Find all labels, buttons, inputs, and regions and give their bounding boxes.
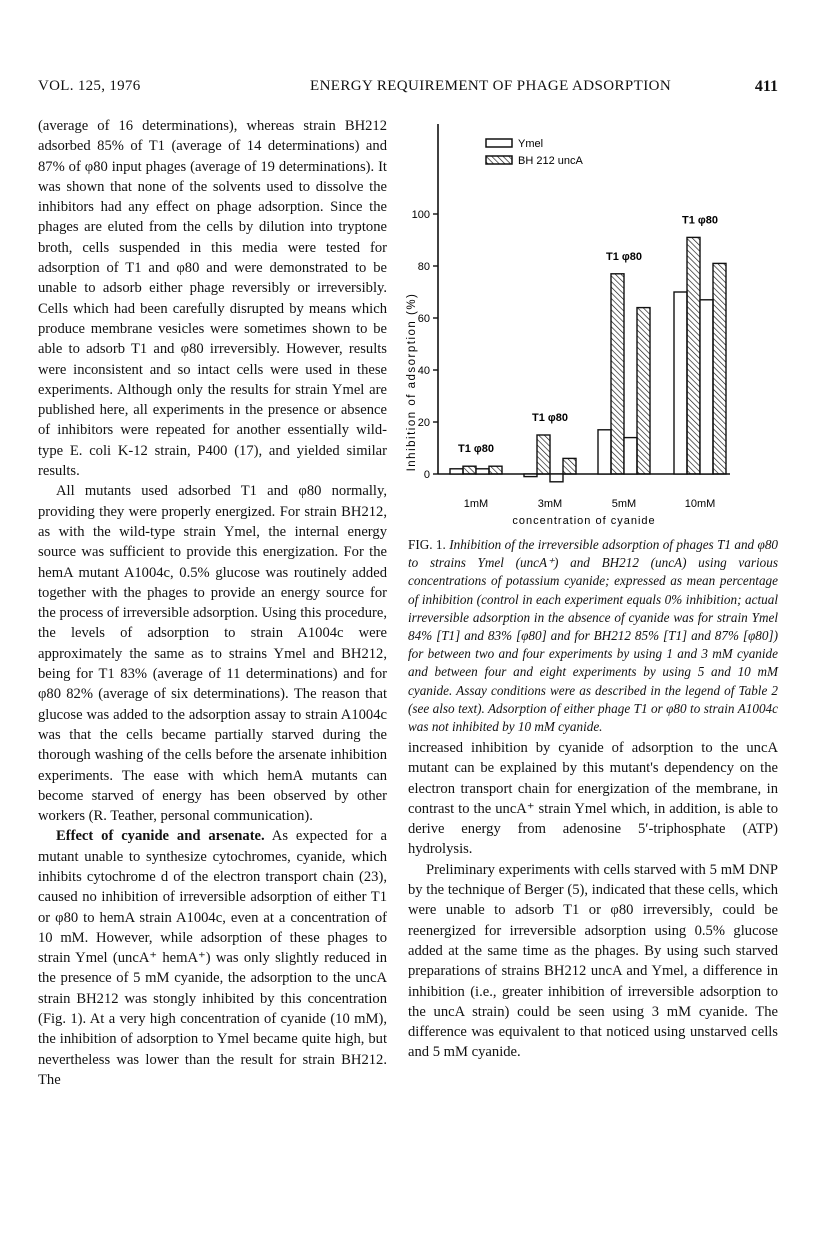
paragraph: Preliminary experiments with cells starved with 5 mM DNP by the technique of Berger (5), indicated that these cells, which were unable to adsorb T1 or φ80 irreversibly, could be reenergized for irreversible adsorption using 0.5% glucose added at the same time as the phages. By using such starved preparations of strains BH212 uncA and Ymel, a difference in inhibition (i.e., greater inhibition of irreversible adsorption to the uncA strain) could be seen using 3 mM cyanide. The difference was equivalent to that noticed using unstarved cells and 5 mM cyanide.	[408, 861, 778, 1061]
legend-label-bh212: BH 212 uncA	[518, 155, 583, 167]
category-label: 3mM	[537, 498, 563, 510]
figure-label: FIG. 1.	[408, 537, 446, 552]
y-axis-label: Inhibition of adsorption (%)	[406, 292, 418, 472]
category-label: 10mM	[684, 498, 716, 510]
running-header	[38, 78, 778, 102]
bar-bh212-t1	[463, 466, 476, 474]
paragraph-text: As expected for a mutant unable to synthesize cytochromes, cyanide, which inhibits cytochrome d of the electron transport chain (23), caused no inhibition of irreversible adsorption of either T1 or φ80 to hemA strain A1004c, even at a concentration of 10 mM. However, while adsorption of these phages to strain Ymel (uncA⁺ hemA⁺) was only slightly reduced in the presence of 5 mM cyanide, the adsorption to the uncA strain BH212 was stongly inhibited by this concentration (Fig. 1). At a very high concentration of cyanide (10 mM), the inhibition of adsorption to Ymel became quite high, but nevertheless was lower than the result for strain BH212. The	[38, 828, 388, 1088]
chart-legend	[486, 138, 583, 167]
y-tick-label: 0	[423, 469, 430, 481]
caption-text: Inhibition of the irreversible adsorption of phages T1 and φ80 to strains Ymel (uncA⁺) and BH212 (uncA) using various concentrations of potassium cyanide; expressed as mean percentage of inhibition (control in each experiment equals 0% inhibition; actual irreversible adsorption in the absence of cyanide was for strain Ymel 84% [T1] and 83% [φ80] and for BH212 85% [T1] and 87% [φ80]) for between two and four experiments by using 1 and 3 mM cyanide and between four and eight experiments by using 5 and 10 mM cyanide. Assay conditions were as described in the legend of Table 2 (see also text). Adsorption of either phage T1 or φ80 to strain A1004c was not inhibited by 10 mM cyanide.	[408, 537, 779, 735]
x-axis-label: concentration of cyanide	[512, 515, 656, 527]
bar-bh212-t1	[537, 435, 550, 474]
bar-ymel-t1	[598, 430, 611, 474]
figure-1	[394, 110, 786, 530]
bar-bh212-phi80	[713, 263, 726, 474]
section-heading: Effect of cyanide and arsenate.	[56, 828, 265, 845]
group-label: T1 φ80	[606, 250, 642, 263]
bar-ymel-phi80	[550, 474, 563, 482]
y-tick-label: 80	[417, 261, 430, 273]
right-column	[408, 738, 778, 1063]
category-label: 1mM	[463, 498, 489, 510]
journal-volume: VOL. 125, 1976	[38, 78, 141, 94]
paragraph: increased inhibition by cyanide of adsorption to the uncA mutant can be explained by this mutant's dependency on the electron transport chain for energization of the membrane, in contrast to the uncA⁺ strain Ymel which, in addition, is able to derive energy from adenosine 5′-triphosphate (ATP) hydrolysis.	[408, 740, 778, 858]
bar-bh212-phi80	[563, 458, 576, 474]
y-tick-label: 20	[417, 417, 430, 429]
bar-ymel-t1	[524, 474, 537, 477]
page-number: 411	[754, 78, 778, 95]
bar-ymel-t1	[674, 292, 687, 474]
paragraph	[38, 826, 387, 1090]
bar-bh212-t1	[687, 237, 700, 474]
legend-label-ymel: Ymel	[518, 138, 544, 150]
bar-ymel-phi80	[624, 438, 637, 474]
bar-bh212-phi80	[637, 308, 650, 474]
figure-caption	[408, 536, 778, 736]
paragraph: All mutants used adsorbed T1 and φ80 normally, providing they were properly energized. For strain BH212, as with the wild-type strain Ymel, the internal energy source was sufficient to provide this energization. For the hemA mutant A1004c, 0.5% glucose was routinely added together with the phages to provide an energy source for the process of irreversible adsorption. Using this procedure, the levels of adsorption to strain A1004c were approximately the same as to strains Ymel and BH212, being for T1 83% (average of 11 determinations) and for φ80 82% (average of six determinations). The reason that glucose was added to the adsorption assay to strain A1004c was that the cells became partially starved during the thorough washing of the cells before the arsenate inhibition experiments. The ease with which hemA mutants can become starved of energy has been observed by other workers (R. Teather, personal communication).	[38, 483, 387, 825]
y-tick-label: 100	[411, 209, 430, 221]
legend-swatch-ymel	[486, 139, 512, 147]
group-label: T1 φ80	[682, 214, 718, 227]
y-tick-label: 60	[417, 313, 430, 325]
legend-swatch-bh212	[486, 156, 512, 164]
bar-ymel-t1	[450, 469, 463, 474]
category-label: 5mM	[611, 498, 637, 510]
group-label: T1 φ80	[458, 443, 494, 456]
paragraph: (average of 16 determinations), whereas strain BH212 adsorbed 85% of T1 (average of 14 determinations) and 87% of φ80 input phages (average of 19 determinations). It was shown that none of the solvents used to dissolve the inhibitors had any effect on phage adsorption. Since the phages are eluted from the cells by dilution into tryptone broth, cells suspended in this media were tested for adsorption of T1 and φ80 and were demonstrated to be unable to adsorb either phage reversibly or irreversibly. Cells which had been carefully disrupted by means which produce membrane vesicles were sometimes shown to be able to adsorb T1 and φ80 irreversibly. However, results were inconsistent and so intact cells were used in these experiments. Although only the results for strain Ymel are published here, all experiments in the presence or absence of inhibitors were repeated for another essentially wild-type E. coli K-12 strain, P400 (17), and yielded similar results.	[38, 118, 387, 480]
y-tick-label: 40	[417, 365, 430, 377]
group-label: T1 φ80	[532, 412, 568, 424]
bar-bh212-phi80	[489, 466, 502, 474]
running-title: ENERGY REQUIREMENT OF PHAGE ADSORPTION	[310, 78, 672, 94]
bar-chart	[394, 110, 786, 530]
bar-ymel-phi80	[700, 300, 713, 474]
bar-bh212-t1	[611, 274, 624, 474]
left-column	[38, 116, 387, 1090]
bar-ymel-phi80	[476, 469, 489, 474]
